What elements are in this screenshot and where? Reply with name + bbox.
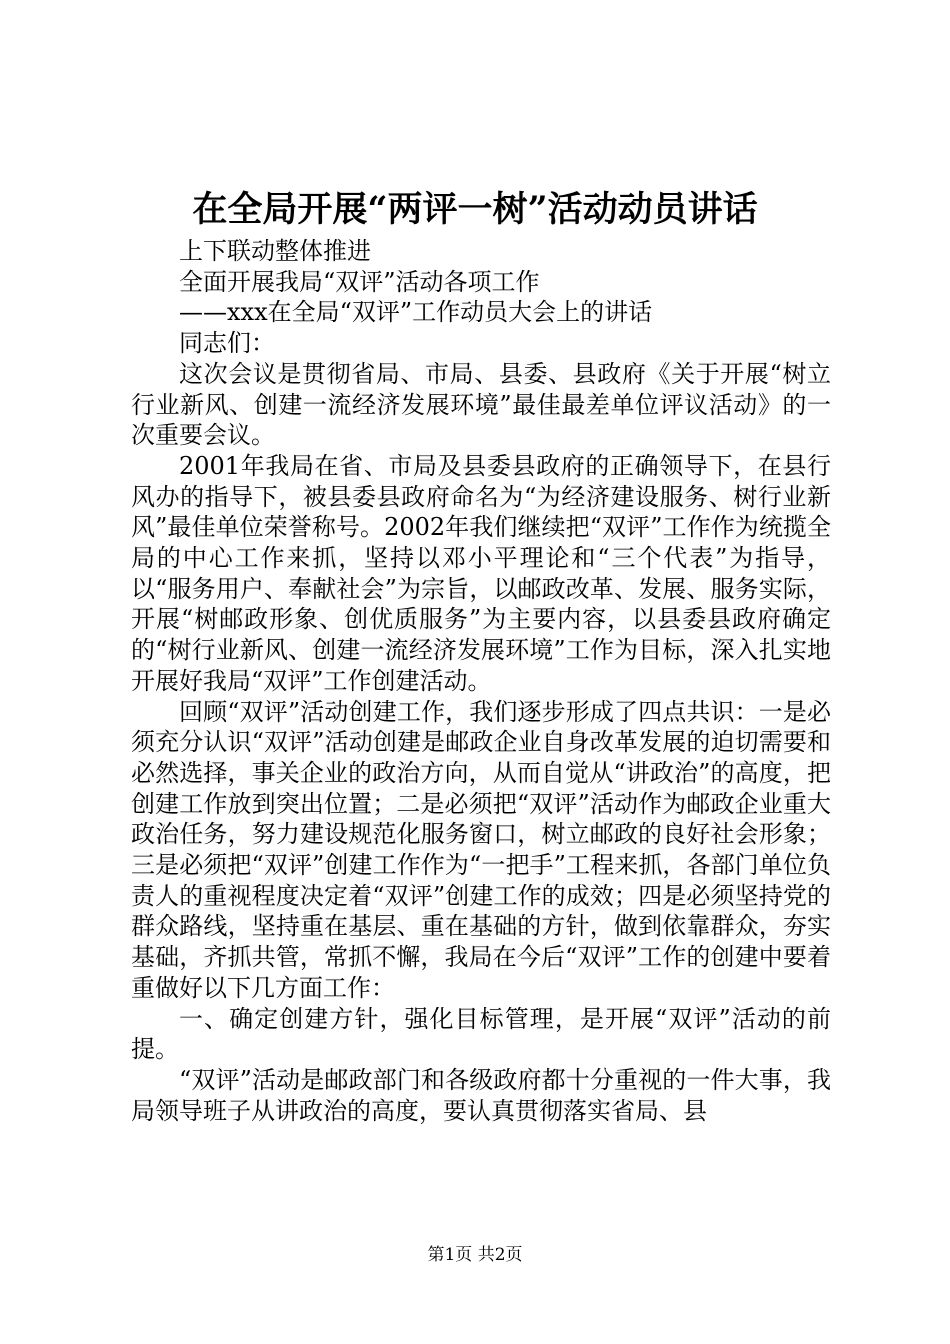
salutation: 同志们： — [179, 329, 275, 358]
body-paragraph: 2001年我局在省、市局及县委县政府的正确领导下，在县行风办的指导下，被县委县政府命名为“为经济建设服务、树行业新风”最佳单位荣誉称号。2002年我们继续把“双评”工作作为统揽全局的中心工作来抓，坚持以邓小平理论和“三个代表”为指导，以“服务用户、奉献社会”为宗旨，以邮政改革、发展、服务实际，开展“树邮政形象、创优质服务”为主要内容，以县委县政府确定的“树行业新风、创建一流经济发展环境”工作为目标，深入扎实地开展好我局“双评”工作创建活动。 — [131, 451, 831, 695]
body-paragraph: “双评”活动是邮政部门和各级政府都十分重视的一件大事，我局领导班子从讲政治的高度，要认真贯彻落实省局、县 — [131, 1065, 831, 1125]
document-body — [131, 236, 831, 1126]
subtitle-line-2: 全面开展我局“双评”活动各项工作 — [179, 267, 540, 296]
document-title: 在全局开展“两评一树”活动动员讲话 — [192, 189, 758, 230]
body-paragraph: 这次会议是贯彻省局、市局、县委、县政府《关于开展“树立行业新风、创建一流经济发展环境”最佳最差单位评议活动》的一次重要会议。 — [131, 359, 831, 450]
section-heading: 一、确定创建方针，强化目标管理，是开展“双评”活动的前提。 — [131, 1004, 831, 1064]
subtitle-line-1: 上下联动整体推进 — [179, 237, 371, 265]
subtitle-line-3: ——xxx在全局“双评”工作动员大会上的讲话 — [179, 298, 653, 327]
body-paragraph: 回顾“双评”活动创建工作，我们逐步形成了四点共识：一是必须充分认识“双评”活动创建是邮政企业自身改革发展的迫切需要和必然选择，事关企业的政治方向，从而自觉从“讲政治”的高度，把创建工作放到突出位置；二是必须把“双评”活动作为邮政企业重大政治任务，努力建设规范化服务窗口，树立邮政的良好社会形象；三是必须把“双评”创建工作作为“一把手”工程来抓，各部门单位负责人的重视程度决定着“双评”创建工作的成效；四是必须坚持党的群众路线，坚持重在基层、重在基础的方针，做到依靠群众，夯实基础，齐抓共管，常抓不懈，我局在今后“双评”工作的创建中要着重做好以下几方面工作： — [131, 697, 831, 1002]
page-footer: 第1页 共2页 — [427, 1245, 523, 1265]
